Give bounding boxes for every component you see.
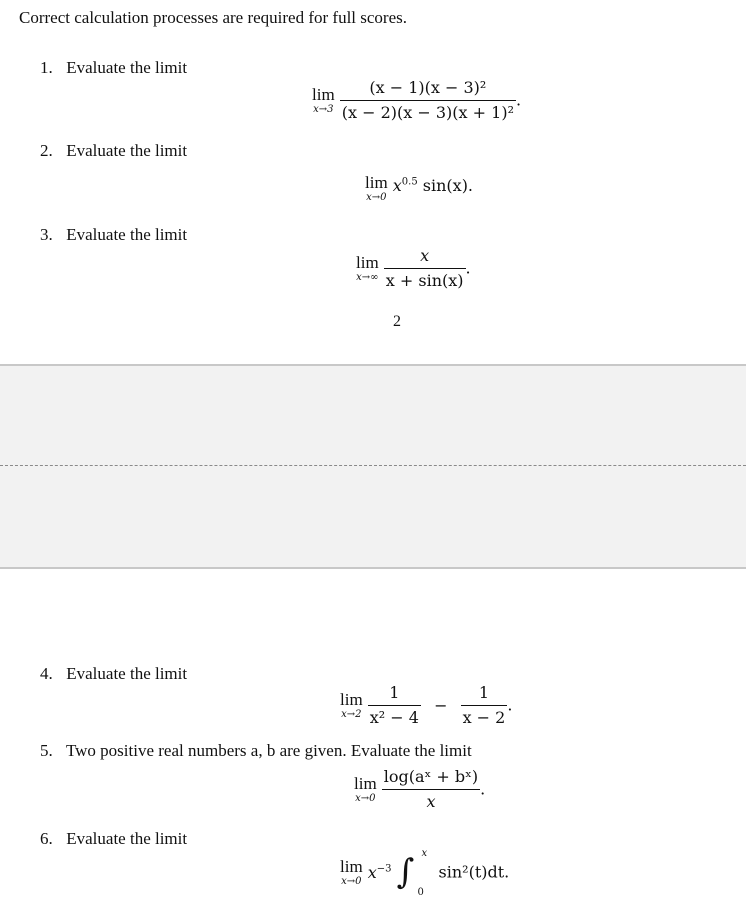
instructions: Correct calculation processes are required for full scores. (19, 8, 407, 27)
limit-operator: lim x→0 (354, 773, 377, 804)
problem-5-expression: lim x→0 $\frac{\text{log(aˣ + bˣ)}}{x}$ . (354, 767, 486, 811)
problem-2-label: 2. Evaluate the limit (40, 141, 188, 160)
problem-1-expression: lim x→3 $\frac{\text{(x − 1)(x − 3)²}}{\text{(x − 2)(x − 3)(x + 1)²}}$ . (312, 78, 522, 122)
problem-4-expression: lim x→2 $\frac{1}{\text{x² − 4}}$ − $\frac{1}{x - 2}$ . (340, 683, 513, 727)
integral-symbol: ∫ (396, 852, 415, 892)
limit-operator: lim x→0 (340, 856, 363, 887)
problem-6-label: 6. Evaluate the limit (40, 829, 188, 848)
page-break-band (0, 364, 746, 569)
fraction: $\frac{x}{x + \sin(x)}$ (385, 246, 464, 290)
problem-2-expression: lim x→0 $x^{0.5}$ sin(x). (365, 173, 474, 203)
fraction: $\frac{1}{x - 2}$ (462, 683, 506, 727)
limit-operator: lim x→0 (365, 173, 388, 203)
problem-5-label: 5. Two positive real numbers a, b are given. Evaluate the limit (40, 741, 472, 760)
problem-3-label: 3. Evaluate the limit (40, 225, 188, 244)
problem-3-expression: lim x→∞ $\frac{x}{x + \sin(x)}$ . (356, 246, 471, 290)
limit-operator: lim x→∞ (356, 252, 379, 283)
limit-operator: lim x→2 (340, 689, 363, 720)
integral-limits: x 0 (417, 848, 428, 898)
problem-4-label: 4. Evaluate the limit (40, 664, 188, 683)
problem-1-label: 1. Evaluate the limit (40, 58, 188, 77)
fraction: $\frac{\text{log(aˣ + bˣ)}}{x}$ (383, 767, 479, 811)
page-number: 2 (393, 313, 401, 330)
page-break-divider (0, 465, 746, 466)
fraction: $\frac{1}{\text{x² − 4}}$ (369, 683, 419, 727)
fraction: $\frac{\text{(x − 1)(x − 3)²}}{\text{(x − 2)(x − 3)(x + 1)²}}$ (341, 78, 514, 122)
problem-6-expression: lim x→0 $x^{-3}$ ∫ x 0 sin²(t)dt. (340, 848, 510, 898)
limit-operator: lim x→3 (312, 84, 335, 115)
